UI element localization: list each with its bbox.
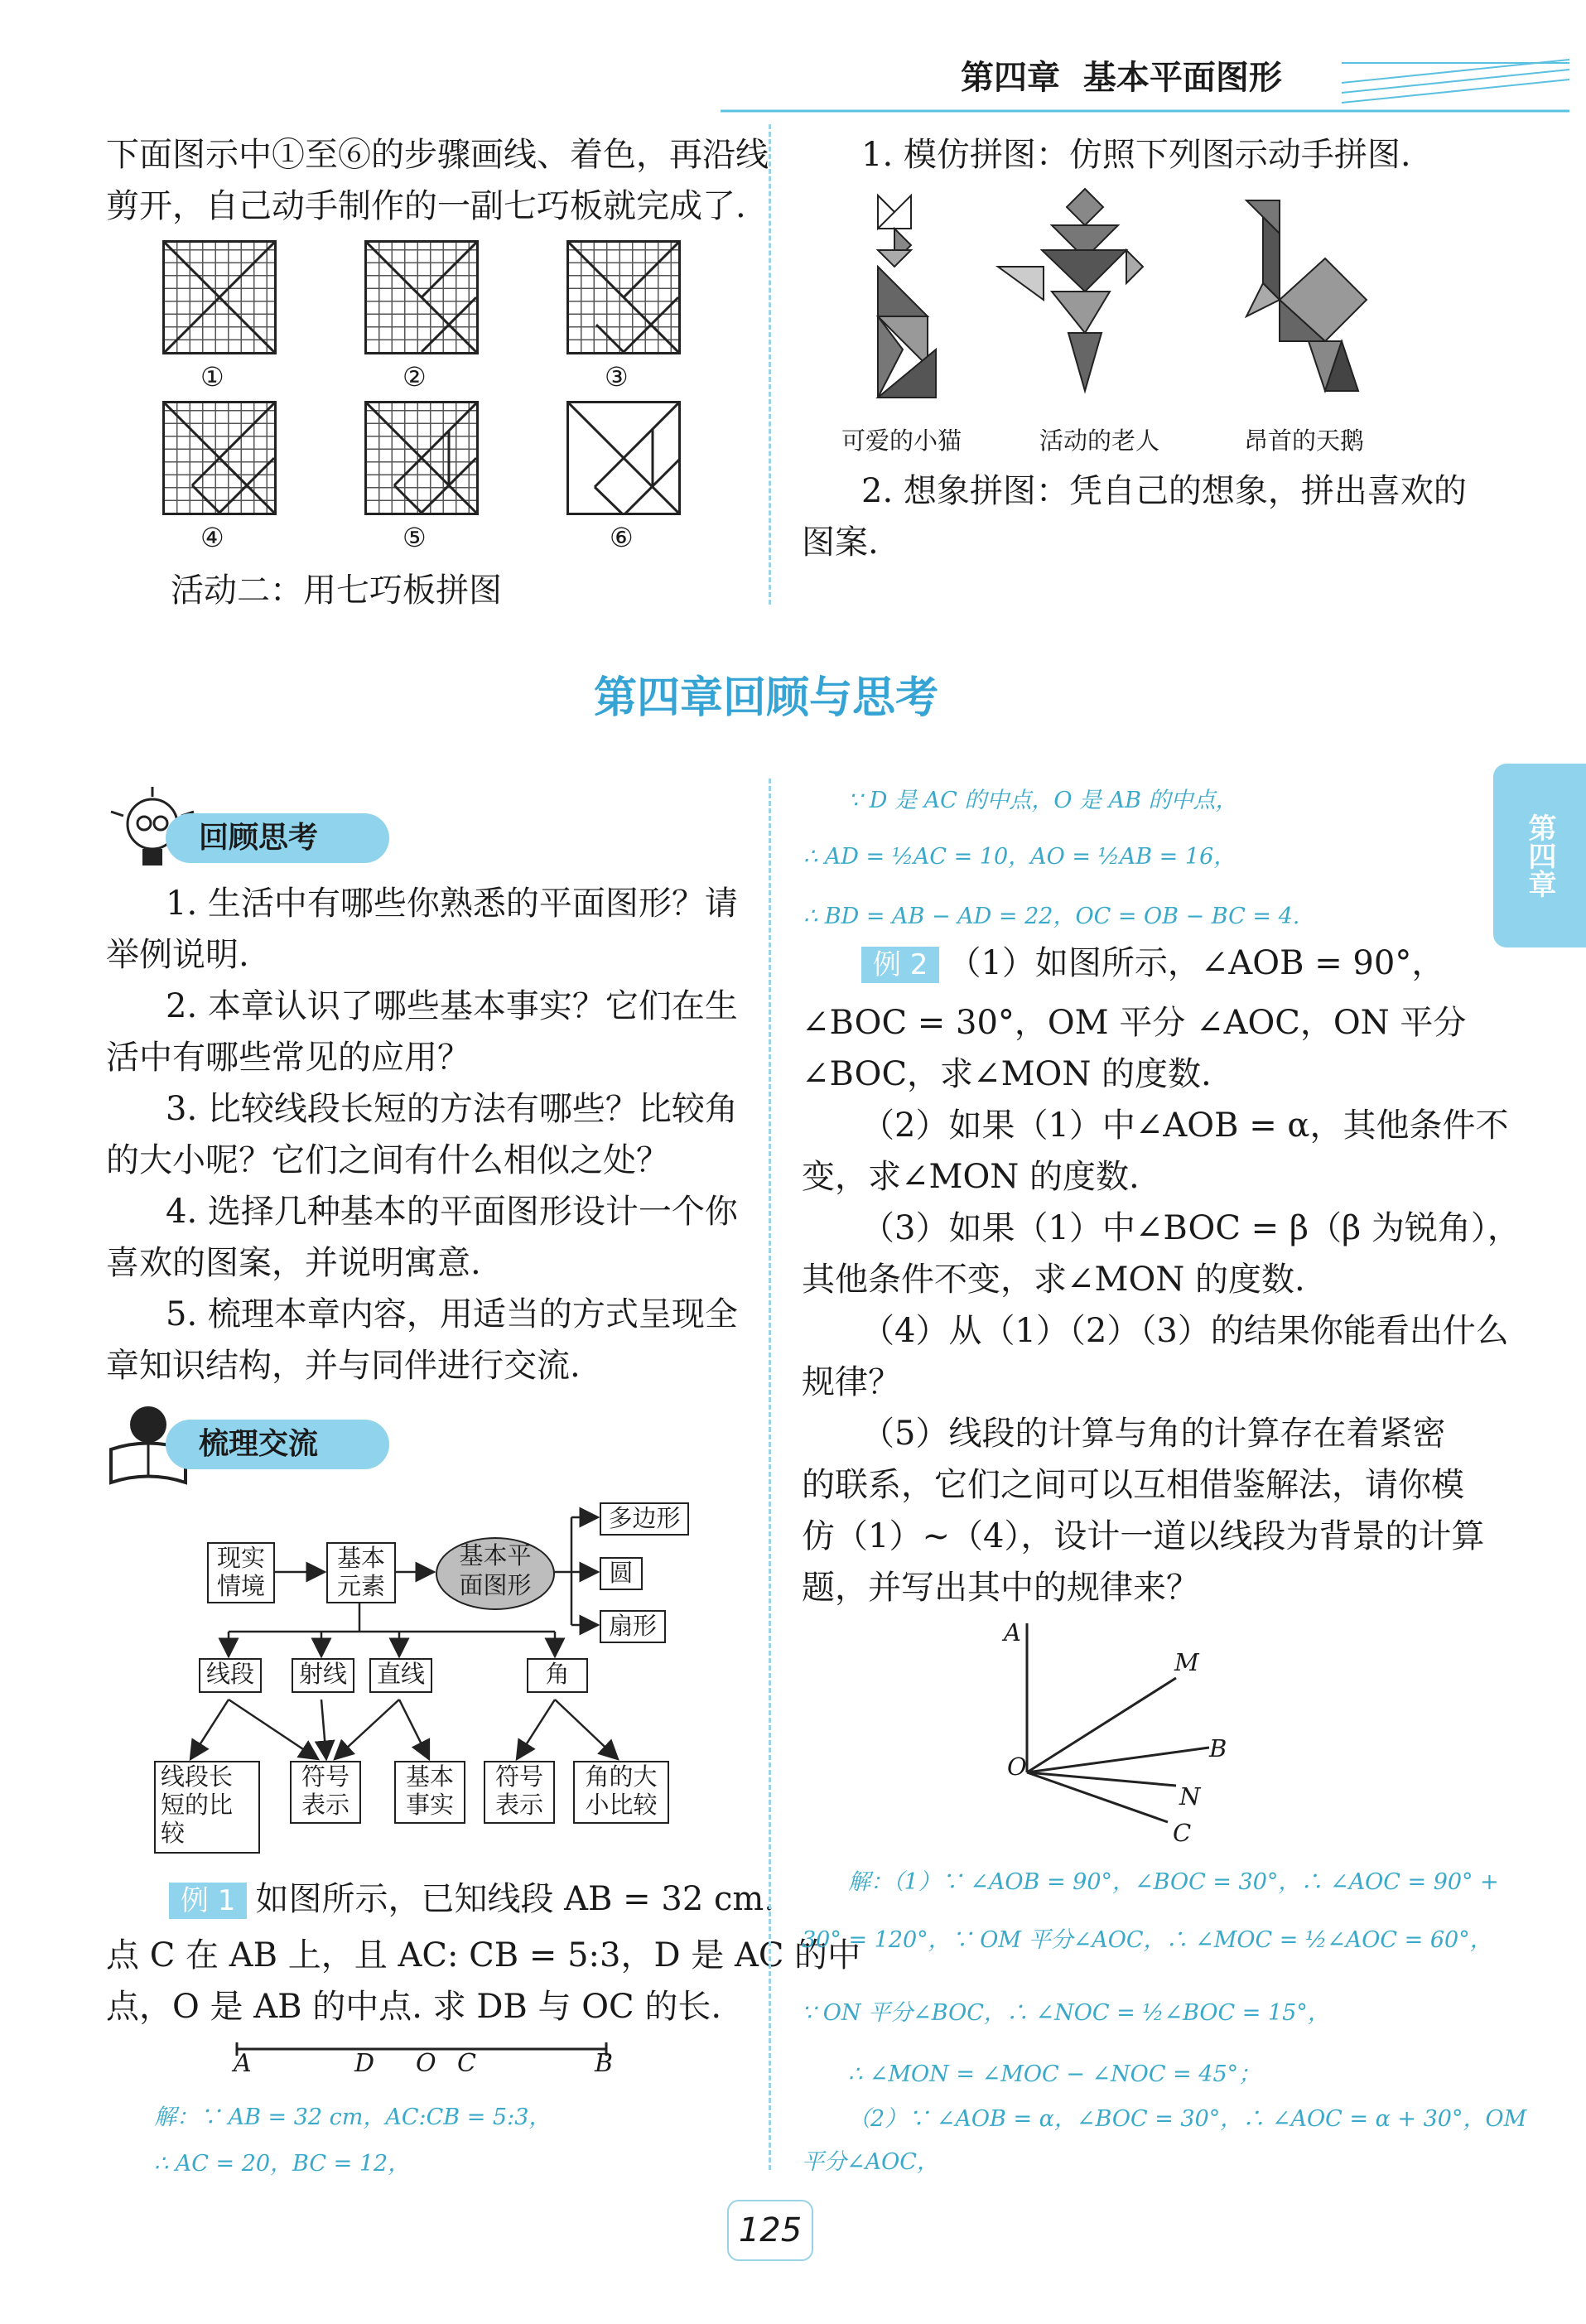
example-1-text-1: 如图所示，已知线段 AB = 32 cm.	[255, 1880, 775, 1918]
example-2-solution-6: 平分∠AOC，	[802, 2149, 939, 2175]
page-number: 125	[727, 2200, 813, 2261]
segment-label-d: D	[354, 2049, 375, 2078]
angle-label-c: C	[1173, 1819, 1192, 1847]
angle-label-o: O	[1007, 1753, 1027, 1781]
caption-cat: 可爱的小猫	[841, 427, 962, 455]
review-line-2: 举例说明.	[106, 936, 249, 974]
example-1-line-1	[169, 1873, 774, 1926]
caption-old-man: 活动的老人	[1039, 427, 1160, 455]
step-label-3: ③	[605, 361, 629, 393]
step-label-6: ⑥	[610, 522, 634, 553]
concept-angle: 角	[527, 1658, 588, 1693]
review-line-1: 1. 生活中有哪些你熟悉的平面图形？请	[166, 885, 738, 923]
example-2-solution-2: 30° = 120°，∵ OM 平分∠AOC，∴ ∠MOC = ½∠AOC = 60°，	[802, 1927, 1492, 1953]
activity-two-heading: 活动二：用七巧板拼图	[171, 571, 502, 610]
example-1-solution-2: ∴ AC = 20，BC = 12，	[154, 2151, 411, 2177]
concept-map-connectors	[0, 0, 828, 1905]
item-1-imitate: 1. 模仿拼图：仿照下列图示动手拼图.	[861, 136, 1411, 174]
review-line-9: 5. 梳理本章内容，用适当的方式呈现全	[166, 1295, 738, 1333]
example-1-line-3: 点，O 是 AB 的中点. 求 DB 与 OC 的长.	[106, 1988, 722, 2026]
chapter-side-tab: 第四章	[1493, 764, 1586, 947]
segment-label-c: C	[457, 2049, 476, 2078]
concept-segment: 线段	[199, 1658, 262, 1693]
section-title: 第四章回顾与思考	[593, 673, 938, 723]
example-2-text-1: （1）如图所示，∠AOB = 90°，	[947, 944, 1445, 982]
example-2-line-1	[861, 938, 1444, 991]
example-2-solution-3: ∵ ON 平分∠BOC，∴ ∠NOC = ½∠BOC = 15°，	[802, 2000, 1330, 2026]
concept-reality: 现实 情境	[207, 1542, 275, 1603]
example-2-line-11: 的联系，它们之间可以互相借鉴解法，请你模	[802, 1466, 1464, 1504]
concept-basic-elements: 基本 元素	[326, 1542, 396, 1603]
concept-shape-polygon: 多边形	[600, 1502, 689, 1536]
tangram-old-man	[998, 189, 1143, 391]
right-solution-2: ∴ AD = ½AC = 10，AO = ½AB = 16，	[803, 844, 1237, 870]
review-line-4: 活中有哪些常见的应用？	[106, 1039, 470, 1077]
concept-basic-plane-figures: 基本平 面图形	[436, 1537, 555, 1610]
angle-label-n: N	[1179, 1782, 1201, 1811]
angle-figure	[994, 1615, 1242, 1847]
example-2-solution-5: （2）∵ ∠AOB = α，∠BOC = 30°，∴ ∠AOC = α + 30°，OM	[848, 2106, 1527, 2132]
angle-label-b: B	[1209, 1734, 1227, 1762]
intro-line-1: 下面图示中①至⑥的步骤画线、着色，再沿线	[106, 136, 769, 174]
organize-badge: 梳理交流	[166, 1420, 389, 1469]
example-1-tag: 例 1	[169, 1883, 247, 1919]
review-line-6: 的大小呢？它们之间有什么相似之处？	[106, 1141, 669, 1179]
example-2-tag: 例 2	[861, 947, 939, 983]
example-2-line-8: （4）从（1）（2）（3）的结果你能看出什么	[861, 1312, 1509, 1350]
example-2-solution-4: ∴ ∠MON = ∠MOC − ∠NOC = 45°；	[848, 2061, 1261, 2087]
caption-swan: 昂首的天鹅	[1244, 427, 1365, 455]
example-2-line-9: 规律？	[802, 1363, 901, 1401]
example-2-line-3: ∠BOC，求∠MON 的度数.	[802, 1055, 1212, 1093]
example-2-solution-1: 解：（1）∵ ∠AOB = 90°，∠BOC = 30°，∴ ∠AOC = 90° +	[848, 1869, 1499, 1895]
item-2-imagine-line-2: 图案.	[802, 523, 879, 562]
concept-leaf-angle-compare: 角的大 小比较	[573, 1761, 669, 1824]
example-1-solution-1: 解：∵ AB = 32 cm，AC:CB = 5:3，	[154, 2105, 552, 2130]
example-2-line-7: 其他条件不变，求∠MON 的度数.	[802, 1261, 1305, 1299]
concept-line: 直线	[369, 1658, 432, 1693]
review-line-3: 2. 本章认识了哪些基本事实？它们在生	[166, 987, 738, 1025]
example-2-line-13: 题，并写出其中的规律来？	[802, 1569, 1199, 1607]
tangram-swan	[1246, 200, 1367, 391]
review-line-5: 3. 比较线段长短的方法有哪些？比较角	[166, 1090, 738, 1128]
right-solution-3: ∴ BD = AB − AD = 22，OC = OB − BC = 4.	[803, 904, 1300, 929]
angle-label-m: M	[1174, 1648, 1199, 1676]
concept-shape-sector: 扇形	[600, 1610, 666, 1643]
example-2-line-12: 仿（1）~（4），设计一道以线段为背景的计算	[802, 1517, 1485, 1555]
example-2-line-5: 变，求∠MON 的度数.	[802, 1158, 1140, 1196]
example-2-line-2: ∠BOC = 30°，OM 平分 ∠AOC，ON 平分	[802, 1004, 1467, 1042]
concept-leaf-symbol-2: 符号 表示	[484, 1761, 555, 1824]
segment-label-b: B	[595, 2049, 614, 2078]
step-label-1: ①	[200, 361, 224, 393]
chapter-label: 第四章	[961, 59, 1060, 97]
tangram-cat	[878, 195, 936, 398]
concept-leaf-segment-compare: 线段长 短的比 较	[154, 1761, 260, 1854]
column-divider-bottom	[769, 779, 771, 2170]
concept-leaf-symbol-1: 符号 表示	[290, 1761, 361, 1824]
review-badge: 回顾思考	[166, 813, 389, 863]
item-2-imagine-line-1: 2. 想象拼图：凭自己的想象，拼出喜欢的	[861, 472, 1467, 510]
concept-leaf-basic-fact: 基本 事实	[394, 1761, 465, 1824]
segment-label-a: A	[234, 2049, 252, 2078]
example-2-line-10: （5）线段的计算与角的计算存在着紧密	[861, 1415, 1446, 1453]
review-line-10: 章知识结构，并与同伴进行交流.	[106, 1347, 581, 1385]
chapter-title: 基本平面图形	[1082, 59, 1282, 97]
tangram-figures	[845, 184, 1425, 416]
angle-label-a: A	[1004, 1618, 1021, 1647]
review-line-7: 4. 选择几种基本的平面图形设计一个你	[166, 1193, 738, 1231]
step-label-2: ②	[403, 361, 427, 393]
example-2-line-6: （3）如果（1）中∠BOC = β（β 为锐角），	[861, 1209, 1521, 1247]
example-1-line-2: 点 C 在 AB 上，且 AC: CB = 5:3，D 是 AC 的中	[106, 1936, 861, 1974]
concept-shape-circle: 圆	[600, 1557, 643, 1590]
concept-ray: 射线	[292, 1658, 354, 1693]
step-label-5: ⑤	[403, 522, 427, 553]
segment-label-o: O	[416, 2049, 436, 2078]
intro-line-2: 剪开，自己动手制作的一副七巧板就完成了.	[106, 187, 746, 225]
right-solution-1: ∵ D 是 AC 的中点，O 是 AB 的中点，	[848, 788, 1238, 813]
example-2-line-4: （2）如果（1）中∠AOB = α，其他条件不	[861, 1107, 1509, 1145]
review-line-8: 喜欢的图案，并说明寓意.	[106, 1244, 481, 1282]
step-label-4: ④	[200, 522, 224, 553]
